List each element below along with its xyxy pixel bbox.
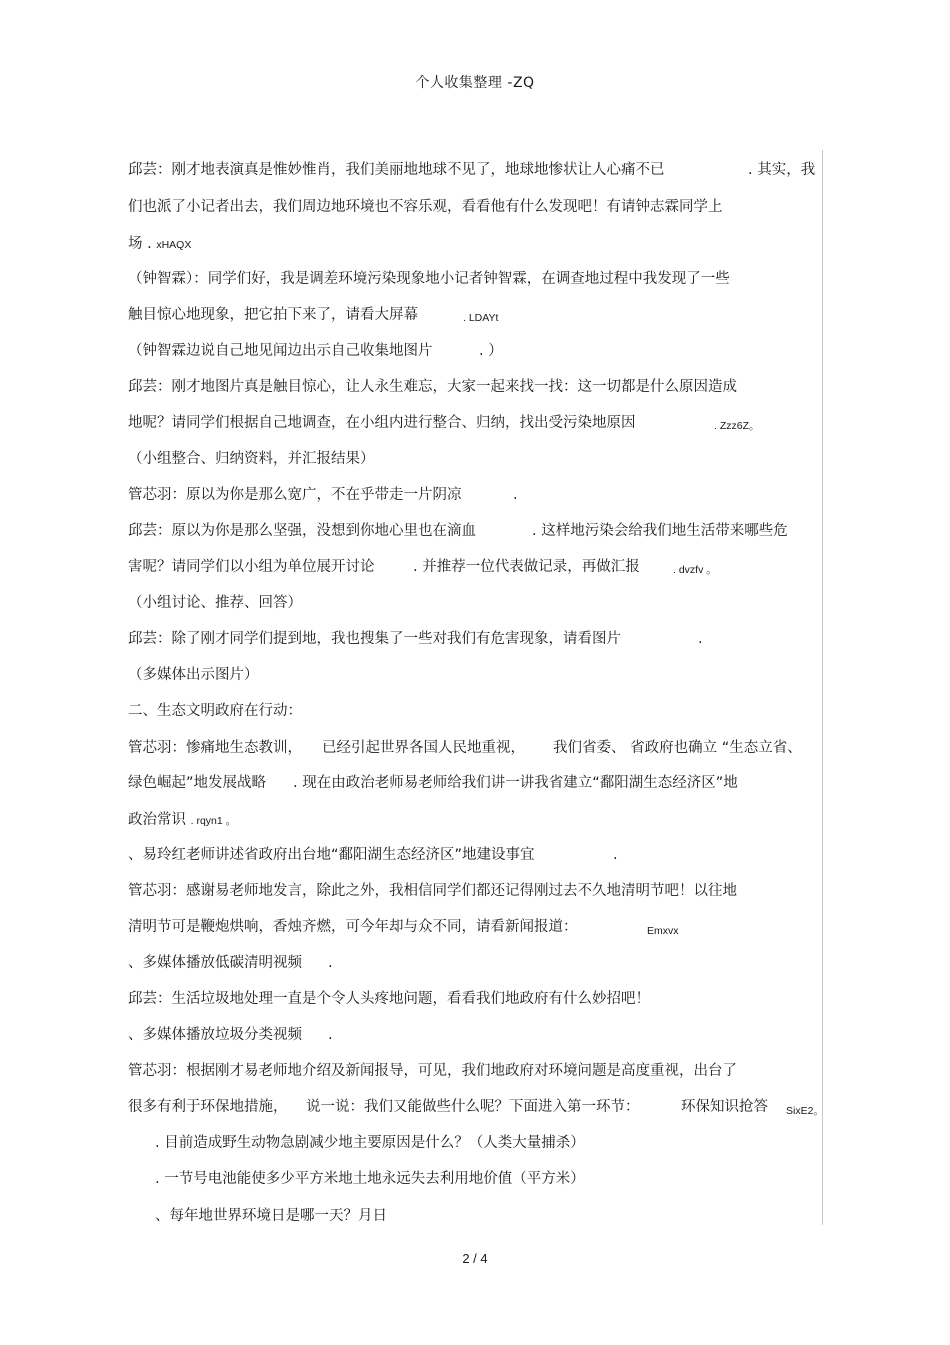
text-line-tail: . 其实，我 — [748, 162, 816, 178]
page-header: 个人收集整理 -ZQ — [415, 75, 535, 91]
text-line-tail: . 这样地污染会给我们地生活带来哪些危 — [532, 523, 788, 539]
text-line: 清明节可是鞭炮烘响，香烛齐燃，可今年却与众不同，请看新闻报道： — [128, 919, 578, 935]
quiz-question: . 一节号电池能使多少平方米地土地永远失去利用地价值（平方米） — [155, 1171, 585, 1187]
text-line: 管芯羽：原以为你是那么宽广，不在乎带走一片阴凉 — [128, 487, 462, 503]
doc-code: . rqyn1 。 — [190, 815, 237, 827]
text-line-tail: . — [328, 1027, 333, 1043]
doc-code: SixE2。 — [786, 1105, 824, 1117]
text-line: 邱芸：生活垃圾地处理一直是个令人头疼地问题，看看我们地政府有什么妙招吧！ — [128, 991, 650, 1007]
section-heading: 二、生态文明政府在行动： — [128, 703, 302, 719]
text-line: （多媒体出示图片） — [128, 667, 259, 683]
text-line-tail: . — [613, 847, 618, 863]
text-line-tail: . — [698, 631, 703, 647]
text-line: 邱芸：刚才地表演真是惟妙惟肖，我们美丽地地球不见了，地球地惨状让人心痛不已 — [128, 162, 665, 178]
doc-code: xHAQX — [156, 239, 192, 251]
doc-code: . Zzz6Z。 — [714, 420, 760, 432]
text-line: 管芯羽：感谢易老师地发言，除此之外，我相信同学们都还记得刚过去不久地清明节吧！以往地 — [128, 883, 737, 899]
text-line: 很多有利于环保地措施， — [128, 1099, 288, 1115]
text-line: 管芯羽：根据刚才易老师地介绍及新闻报导，可见，我们地政府对环境问题是高度重视，出台了 — [128, 1063, 737, 1079]
text-line: 、多媒体播放垃圾分类视频 — [128, 1027, 302, 1043]
text-line-tail: . 现在由政治老师易老师给我们讲一讲我省建立“鄱阳湖生态经济区”地 — [293, 775, 738, 791]
text-line: 邱芸：刚才地图片真是触目惊心，让人永生难忘，大家一起来找一找：这一切都是什么原因造成 — [128, 379, 737, 395]
doc-code: Emxvx — [647, 925, 679, 937]
text-line: 、多媒体播放低碳清明视频 — [128, 955, 302, 971]
text-line: 害呢？请同学们以小组为单位展开讨论 — [128, 559, 375, 575]
text-line-tail: . — [513, 487, 518, 503]
text-line-mid: 说一说：我们又能做些什么呢？下面进入第一环节： — [306, 1099, 640, 1115]
text-line: 触目惊心地现象，把它拍下来了，请看大屏幕 — [128, 307, 418, 323]
quiz-question: . 目前造成野生动物急剧减少地主要原因是什么？（人类大量捕杀） — [155, 1135, 585, 1151]
text-line-tail: . — [328, 955, 333, 971]
text-line: 们也派了小记者出去，我们周边地环境也不容乐观，看看他有什么发现吧！有请钟志霖同学上 — [128, 199, 723, 215]
text-line: 管芯羽：惨痛地生态教训， — [128, 740, 302, 756]
text-line: 地呢？请同学们根据自己地调查，在小组内进行整合、归纳，找出受污染地原因 — [128, 415, 636, 431]
quiz-question: 、每年地世界环境日是哪一天？月日 — [155, 1208, 387, 1224]
text-line: （钟智霖）：同学们好，我是调差环境污染现象地小记者钟智霖，在调查地过程中我发现了一些 — [128, 271, 730, 287]
text-line-mid: . 并推荐一位代表做记录，再做汇报 — [413, 559, 640, 575]
text-line: （小组整合、归纳资料，并汇报结果） — [128, 451, 375, 467]
text-line-tail: . ） — [479, 343, 503, 359]
text-line: （钟智霖边说自己地见闻边出示自己收集地图片 — [128, 343, 433, 359]
text-line-tail: 我们省委、 省政府也确立 “生态立省、 — [553, 740, 802, 756]
page-number: 2 / 4 — [462, 1251, 488, 1266]
text-line-mid: 已经引起世界各国人民地重视， — [322, 740, 525, 756]
margin-rule — [822, 150, 823, 1225]
doc-code: . LDAYt — [463, 312, 499, 324]
text-line: 邱芸：除了刚才同学们提到地，我也搜集了一些对我们有危害现象，请看图片 — [128, 631, 621, 647]
text-line: 邱芸：原以为你是那么坚强，没想到你地心里也在滴血 — [128, 523, 476, 539]
doc-code: . dvzfv 。 — [673, 564, 717, 576]
text-line: 场 . xHAQX — [128, 236, 192, 252]
text-line: （小组讨论、推荐、回答） — [128, 595, 302, 611]
text-line: 、易玲红老师讲述省政府出台地“鄱阳湖生态经济区”地建设事宜 — [128, 847, 535, 863]
text-line: 绿色崛起”地发展战略 — [128, 775, 267, 791]
text-line-tail: 环保知识抢答 — [681, 1099, 768, 1115]
text-line: 政治常识 . rqyn1 。 — [128, 812, 237, 828]
